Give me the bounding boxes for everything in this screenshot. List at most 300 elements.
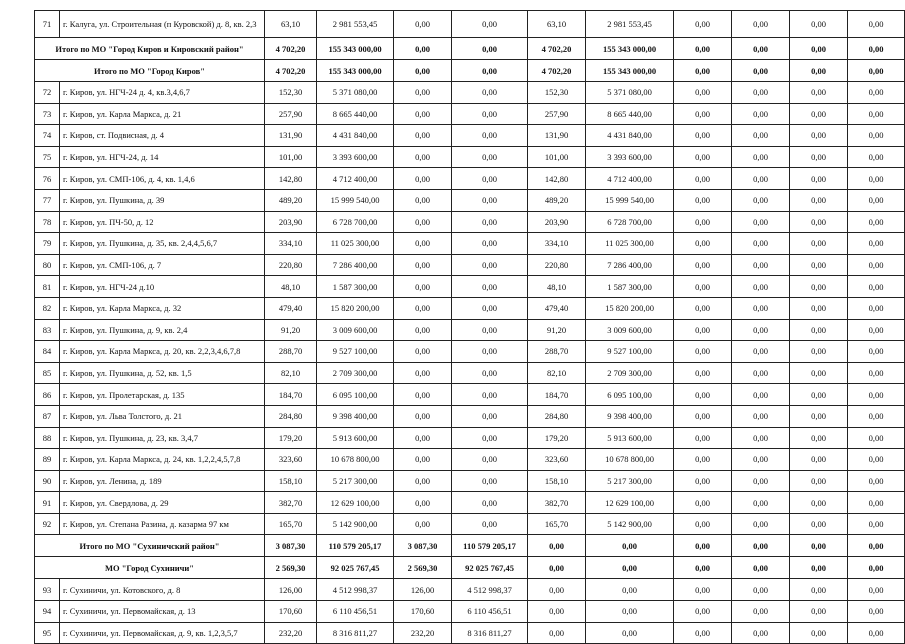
value-cell-c: 0,00	[394, 82, 452, 104]
value-cell-d: 0,00	[452, 341, 528, 363]
value-cell-j: 0,00	[848, 60, 905, 82]
value-cell-b: 5 217 300,00	[317, 470, 394, 492]
value-cell-f: 15 999 540,00	[586, 189, 674, 211]
value-cell-h: 0,00	[732, 189, 790, 211]
value-cell-i: 0,00	[790, 211, 848, 233]
value-cell-e: 0,00	[528, 601, 586, 623]
value-cell-e: 131,90	[528, 125, 586, 147]
value-cell-f: 9 527 100,00	[586, 341, 674, 363]
value-cell-a: 257,90	[265, 103, 317, 125]
row-number: 84	[35, 341, 60, 363]
table-row	[35, 103, 905, 125]
value-cell-b: 155 343 000,00	[317, 38, 394, 60]
value-cell-c: 0,00	[394, 341, 452, 363]
value-cell-h: 0,00	[732, 622, 790, 644]
subtotal-row	[35, 60, 905, 82]
value-cell-d: 0,00	[452, 319, 528, 341]
value-cell-d: 0,00	[452, 492, 528, 514]
value-cell-h: 0,00	[732, 319, 790, 341]
value-cell-d: 0,00	[452, 60, 528, 82]
address-cell: г. Калуга, ул. Строительная (п Куровской) д. 8, кв. 2,3	[60, 11, 265, 38]
value-cell-i: 0,00	[790, 513, 848, 535]
value-cell-g: 0,00	[674, 254, 732, 276]
value-cell-c: 0,00	[394, 319, 452, 341]
value-cell-c: 0,00	[394, 103, 452, 125]
value-cell-f: 12 629 100,00	[586, 492, 674, 514]
value-cell-b: 15 999 540,00	[317, 189, 394, 211]
table-row	[35, 211, 905, 233]
value-cell-g: 0,00	[674, 535, 732, 557]
row-number: 95	[35, 622, 60, 644]
value-cell-i: 0,00	[790, 254, 848, 276]
value-cell-e: 0,00	[528, 535, 586, 557]
value-cell-a: 184,70	[265, 384, 317, 406]
value-cell-j: 0,00	[848, 276, 905, 298]
value-cell-d: 0,00	[452, 513, 528, 535]
value-cell-c: 0,00	[394, 513, 452, 535]
value-cell-h: 0,00	[732, 168, 790, 190]
value-cell-j: 0,00	[848, 362, 905, 384]
value-cell-c: 0,00	[394, 427, 452, 449]
value-cell-a: 165,70	[265, 513, 317, 535]
value-cell-c: 3 087,30	[394, 535, 452, 557]
value-cell-d: 0,00	[452, 38, 528, 60]
table-row	[35, 125, 905, 147]
value-cell-j: 0,00	[848, 492, 905, 514]
value-cell-g: 0,00	[674, 579, 732, 601]
value-cell-h: 0,00	[732, 254, 790, 276]
value-cell-h: 0,00	[732, 470, 790, 492]
value-cell-g: 0,00	[674, 11, 732, 38]
value-cell-j: 0,00	[848, 254, 905, 276]
value-cell-i: 0,00	[790, 125, 848, 147]
value-cell-d: 0,00	[452, 82, 528, 104]
value-cell-b: 5 371 080,00	[317, 82, 394, 104]
value-cell-g: 0,00	[674, 513, 732, 535]
value-cell-f: 0,00	[586, 579, 674, 601]
value-cell-e: 288,70	[528, 341, 586, 363]
value-cell-j: 0,00	[848, 38, 905, 60]
row-number: 81	[35, 276, 60, 298]
value-cell-f: 1 587 300,00	[586, 276, 674, 298]
value-cell-i: 0,00	[790, 492, 848, 514]
subtotal-row	[35, 38, 905, 60]
row-number: 79	[35, 233, 60, 255]
value-cell-g: 0,00	[674, 601, 732, 623]
value-cell-j: 0,00	[848, 211, 905, 233]
value-cell-a: 126,00	[265, 579, 317, 601]
table-row	[35, 384, 905, 406]
value-cell-e: 323,60	[528, 449, 586, 471]
value-cell-f: 0,00	[586, 557, 674, 579]
value-cell-d: 0,00	[452, 103, 528, 125]
value-cell-i: 0,00	[790, 11, 848, 38]
value-cell-f: 6 728 700,00	[586, 211, 674, 233]
value-cell-b: 10 678 800,00	[317, 449, 394, 471]
value-cell-j: 0,00	[848, 405, 905, 427]
value-cell-i: 0,00	[790, 60, 848, 82]
value-cell-a: 2 569,30	[265, 557, 317, 579]
value-cell-b: 6 095 100,00	[317, 384, 394, 406]
value-cell-f: 15 820 200,00	[586, 297, 674, 319]
value-cell-d: 0,00	[452, 189, 528, 211]
value-cell-i: 0,00	[790, 297, 848, 319]
value-cell-i: 0,00	[790, 233, 848, 255]
value-cell-j: 0,00	[848, 11, 905, 38]
value-cell-h: 0,00	[732, 82, 790, 104]
value-cell-g: 0,00	[674, 38, 732, 60]
value-cell-g: 0,00	[674, 449, 732, 471]
value-cell-i: 0,00	[790, 362, 848, 384]
value-cell-b: 5 142 900,00	[317, 513, 394, 535]
value-cell-g: 0,00	[674, 470, 732, 492]
value-cell-a: 142,80	[265, 168, 317, 190]
value-cell-e: 334,10	[528, 233, 586, 255]
value-cell-b: 2 709 300,00	[317, 362, 394, 384]
value-cell-b: 4 712 400,00	[317, 168, 394, 190]
value-cell-a: 4 702,20	[265, 38, 317, 60]
value-cell-e: 382,70	[528, 492, 586, 514]
value-cell-j: 0,00	[848, 189, 905, 211]
value-cell-c: 0,00	[394, 384, 452, 406]
value-cell-d: 0,00	[452, 168, 528, 190]
value-cell-d: 110 579 205,17	[452, 535, 528, 557]
value-cell-h: 0,00	[732, 513, 790, 535]
value-cell-j: 0,00	[848, 557, 905, 579]
value-cell-b: 15 820 200,00	[317, 297, 394, 319]
address-cell: г. Киров, ул. Карла Маркса, д. 24, кв. 1,2,2,4,5,7,8	[60, 449, 265, 471]
address-cell: г. Киров, ул. Пушкина, д. 39	[60, 189, 265, 211]
row-number: 92	[35, 513, 60, 535]
value-cell-g: 0,00	[674, 427, 732, 449]
value-cell-a: 91,20	[265, 319, 317, 341]
value-cell-f: 4 431 840,00	[586, 125, 674, 147]
value-cell-e: 101,00	[528, 146, 586, 168]
subtotal-label: Итого по МО "Город Киров и Кировский район"	[35, 38, 265, 60]
table-row	[35, 297, 905, 319]
value-cell-a: 334,10	[265, 233, 317, 255]
address-cell: г. Киров, ул. Карла Маркса, д. 20, кв. 2,2,3,4,6,7,8	[60, 341, 265, 363]
value-cell-g: 0,00	[674, 319, 732, 341]
value-cell-c: 0,00	[394, 405, 452, 427]
table-row	[35, 601, 905, 623]
address-cell: г. Киров, ул. Пушкина, д. 35, кв. 2,4,4,5,6,7	[60, 233, 265, 255]
value-cell-i: 0,00	[790, 470, 848, 492]
value-cell-i: 0,00	[790, 168, 848, 190]
value-cell-a: 63,10	[265, 11, 317, 38]
value-cell-f: 5 371 080,00	[586, 82, 674, 104]
value-cell-a: 382,70	[265, 492, 317, 514]
value-cell-g: 0,00	[674, 211, 732, 233]
value-cell-c: 0,00	[394, 254, 452, 276]
value-cell-d: 0,00	[452, 405, 528, 427]
table-row	[35, 492, 905, 514]
value-cell-c: 0,00	[394, 211, 452, 233]
value-cell-b: 4 512 998,37	[317, 579, 394, 601]
row-number: 80	[35, 254, 60, 276]
row-number: 88	[35, 427, 60, 449]
address-cell: г. Киров, ул. Пушкина, д. 9, кв. 2,4	[60, 319, 265, 341]
value-cell-g: 0,00	[674, 384, 732, 406]
value-cell-j: 0,00	[848, 146, 905, 168]
value-cell-g: 0,00	[674, 405, 732, 427]
table-row	[35, 405, 905, 427]
value-cell-i: 0,00	[790, 535, 848, 557]
value-cell-e: 158,10	[528, 470, 586, 492]
address-cell: г. Киров, ул. НГЧ-24, д. 14	[60, 146, 265, 168]
value-cell-b: 155 343 000,00	[317, 60, 394, 82]
value-cell-c: 0,00	[394, 189, 452, 211]
row-number: 77	[35, 189, 60, 211]
row-number: 72	[35, 82, 60, 104]
value-cell-h: 0,00	[732, 449, 790, 471]
value-cell-e: 203,90	[528, 211, 586, 233]
value-cell-a: 82,10	[265, 362, 317, 384]
value-cell-e: 479,40	[528, 297, 586, 319]
value-cell-c: 0,00	[394, 362, 452, 384]
value-cell-i: 0,00	[790, 82, 848, 104]
value-cell-f: 155 343 000,00	[586, 60, 674, 82]
address-cell: г. Киров, ул. СМП-106, д. 7	[60, 254, 265, 276]
value-cell-g: 0,00	[674, 276, 732, 298]
value-cell-f: 5 913 600,00	[586, 427, 674, 449]
value-cell-d: 0,00	[452, 11, 528, 38]
table-row	[35, 276, 905, 298]
value-cell-g: 0,00	[674, 492, 732, 514]
subtotal-label: МО "Город Сухиничи"	[35, 557, 265, 579]
value-cell-a: 48,10	[265, 276, 317, 298]
value-cell-f: 0,00	[586, 622, 674, 644]
value-cell-h: 0,00	[732, 492, 790, 514]
value-cell-f: 11 025 300,00	[586, 233, 674, 255]
value-cell-d: 0,00	[452, 362, 528, 384]
value-cell-e: 0,00	[528, 579, 586, 601]
value-cell-e: 91,20	[528, 319, 586, 341]
value-cell-h: 0,00	[732, 601, 790, 623]
address-cell: г. Киров, ул. НГЧ-24 д. 4, кв.3,4,6,7	[60, 82, 265, 104]
row-number: 83	[35, 319, 60, 341]
value-cell-c: 232,20	[394, 622, 452, 644]
value-cell-h: 0,00	[732, 579, 790, 601]
table-row	[35, 319, 905, 341]
value-cell-g: 0,00	[674, 60, 732, 82]
table-row	[35, 513, 905, 535]
value-cell-e: 82,10	[528, 362, 586, 384]
table-row	[35, 449, 905, 471]
address-cell: г. Киров, ст. Подвисная, д. 4	[60, 125, 265, 147]
value-cell-j: 0,00	[848, 233, 905, 255]
value-cell-h: 0,00	[732, 405, 790, 427]
value-cell-i: 0,00	[790, 601, 848, 623]
value-cell-d: 4 512 998,37	[452, 579, 528, 601]
address-cell: г. Сухиничи, ул. Первомайская, д. 13	[60, 601, 265, 623]
value-cell-i: 0,00	[790, 557, 848, 579]
row-number: 71	[35, 11, 60, 38]
value-cell-e: 165,70	[528, 513, 586, 535]
value-cell-j: 0,00	[848, 449, 905, 471]
value-cell-b: 2 981 553,45	[317, 11, 394, 38]
value-cell-i: 0,00	[790, 405, 848, 427]
address-cell: г. Киров, ул. Льва Толстого, д. 21	[60, 405, 265, 427]
value-cell-a: 158,10	[265, 470, 317, 492]
row-number: 93	[35, 579, 60, 601]
value-cell-f: 0,00	[586, 601, 674, 623]
value-cell-i: 0,00	[790, 319, 848, 341]
table-row	[35, 470, 905, 492]
address-cell: г. Киров, ул. Пролетарская, д. 135	[60, 384, 265, 406]
subtotal-label: Итого по МО "Сухиничский район"	[35, 535, 265, 557]
value-cell-a: 4 702,20	[265, 60, 317, 82]
value-cell-e: 0,00	[528, 622, 586, 644]
housing-program-table	[34, 10, 905, 644]
value-cell-d: 0,00	[452, 276, 528, 298]
value-cell-j: 0,00	[848, 297, 905, 319]
value-cell-b: 11 025 300,00	[317, 233, 394, 255]
value-cell-f: 5 217 300,00	[586, 470, 674, 492]
row-number: 75	[35, 146, 60, 168]
value-cell-e: 142,80	[528, 168, 586, 190]
address-cell: г. Киров, ул. НГЧ-24 д.10	[60, 276, 265, 298]
value-cell-d: 0,00	[452, 146, 528, 168]
subtotal-row	[35, 557, 905, 579]
table-row	[35, 82, 905, 104]
value-cell-i: 0,00	[790, 427, 848, 449]
value-cell-f: 9 398 400,00	[586, 405, 674, 427]
value-cell-a: 288,70	[265, 341, 317, 363]
value-cell-b: 3 393 600,00	[317, 146, 394, 168]
value-cell-f: 5 142 900,00	[586, 513, 674, 535]
value-cell-j: 0,00	[848, 427, 905, 449]
value-cell-g: 0,00	[674, 82, 732, 104]
row-number: 78	[35, 211, 60, 233]
value-cell-h: 0,00	[732, 125, 790, 147]
value-cell-f: 8 665 440,00	[586, 103, 674, 125]
address-cell: г. Сухиничи, ул. Первомайская, д. 9, кв. 1,2,3,5,7	[60, 622, 265, 644]
table-row	[35, 362, 905, 384]
value-cell-f: 10 678 800,00	[586, 449, 674, 471]
table-row	[35, 622, 905, 644]
value-cell-j: 0,00	[848, 535, 905, 557]
row-number: 76	[35, 168, 60, 190]
value-cell-e: 152,30	[528, 82, 586, 104]
value-cell-h: 0,00	[732, 146, 790, 168]
value-cell-h: 0,00	[732, 60, 790, 82]
value-cell-b: 110 579 205,17	[317, 535, 394, 557]
value-cell-g: 0,00	[674, 341, 732, 363]
value-cell-d: 0,00	[452, 470, 528, 492]
value-cell-a: 152,30	[265, 82, 317, 104]
value-cell-h: 0,00	[732, 427, 790, 449]
value-cell-g: 0,00	[674, 622, 732, 644]
value-cell-h: 0,00	[732, 11, 790, 38]
value-cell-b: 1 587 300,00	[317, 276, 394, 298]
value-cell-h: 0,00	[732, 362, 790, 384]
address-cell: г. Сухиничи, ул. Котовского, д. 8	[60, 579, 265, 601]
value-cell-c: 170,60	[394, 601, 452, 623]
value-cell-e: 489,20	[528, 189, 586, 211]
value-cell-g: 0,00	[674, 233, 732, 255]
row-number: 82	[35, 297, 60, 319]
value-cell-c: 0,00	[394, 11, 452, 38]
value-cell-c: 126,00	[394, 579, 452, 601]
value-cell-i: 0,00	[790, 189, 848, 211]
value-cell-i: 0,00	[790, 384, 848, 406]
value-cell-h: 0,00	[732, 557, 790, 579]
value-cell-j: 0,00	[848, 622, 905, 644]
value-cell-a: 131,90	[265, 125, 317, 147]
value-cell-h: 0,00	[732, 341, 790, 363]
value-cell-e: 48,10	[528, 276, 586, 298]
value-cell-i: 0,00	[790, 276, 848, 298]
value-cell-h: 0,00	[732, 211, 790, 233]
value-cell-j: 0,00	[848, 341, 905, 363]
value-cell-b: 8 316 811,27	[317, 622, 394, 644]
value-cell-i: 0,00	[790, 38, 848, 60]
value-cell-g: 0,00	[674, 189, 732, 211]
value-cell-e: 63,10	[528, 11, 586, 38]
value-cell-c: 0,00	[394, 276, 452, 298]
value-cell-j: 0,00	[848, 168, 905, 190]
value-cell-c: 0,00	[394, 125, 452, 147]
value-cell-a: 232,20	[265, 622, 317, 644]
value-cell-f: 155 343 000,00	[586, 38, 674, 60]
value-cell-c: 0,00	[394, 168, 452, 190]
subtotal-label: Итого по МО "Город Киров"	[35, 60, 265, 82]
value-cell-i: 0,00	[790, 449, 848, 471]
value-cell-d: 8 316 811,27	[452, 622, 528, 644]
value-cell-b: 9 527 100,00	[317, 341, 394, 363]
value-cell-a: 203,90	[265, 211, 317, 233]
value-cell-c: 0,00	[394, 470, 452, 492]
row-number: 89	[35, 449, 60, 471]
value-cell-c: 0,00	[394, 60, 452, 82]
value-cell-d: 0,00	[452, 427, 528, 449]
value-cell-h: 0,00	[732, 297, 790, 319]
value-cell-h: 0,00	[732, 38, 790, 60]
value-cell-g: 0,00	[674, 125, 732, 147]
table-row	[35, 233, 905, 255]
table-body	[35, 11, 905, 644]
value-cell-h: 0,00	[732, 103, 790, 125]
value-cell-a: 179,20	[265, 427, 317, 449]
value-cell-f: 4 712 400,00	[586, 168, 674, 190]
value-cell-d: 0,00	[452, 449, 528, 471]
value-cell-a: 284,80	[265, 405, 317, 427]
value-cell-c: 2 569,30	[394, 557, 452, 579]
value-cell-f: 6 095 100,00	[586, 384, 674, 406]
value-cell-e: 284,80	[528, 405, 586, 427]
value-cell-e: 179,20	[528, 427, 586, 449]
address-cell: г. Киров, ул. СМП-106, д. 4, кв. 1,4,6	[60, 168, 265, 190]
value-cell-c: 0,00	[394, 449, 452, 471]
value-cell-b: 5 913 600,00	[317, 427, 394, 449]
value-cell-f: 7 286 400,00	[586, 254, 674, 276]
value-cell-j: 0,00	[848, 125, 905, 147]
value-cell-j: 0,00	[848, 82, 905, 104]
value-cell-e: 257,90	[528, 103, 586, 125]
table-row	[35, 11, 905, 38]
value-cell-g: 0,00	[674, 103, 732, 125]
value-cell-a: 170,60	[265, 601, 317, 623]
value-cell-d: 92 025 767,45	[452, 557, 528, 579]
row-number: 91	[35, 492, 60, 514]
value-cell-h: 0,00	[732, 276, 790, 298]
value-cell-g: 0,00	[674, 146, 732, 168]
value-cell-j: 0,00	[848, 579, 905, 601]
value-cell-b: 9 398 400,00	[317, 405, 394, 427]
address-cell: г. Киров, ул. Свердлова, д. 29	[60, 492, 265, 514]
address-cell: г. Киров, ул. Пушкина, д. 52, кв. 1,5	[60, 362, 265, 384]
